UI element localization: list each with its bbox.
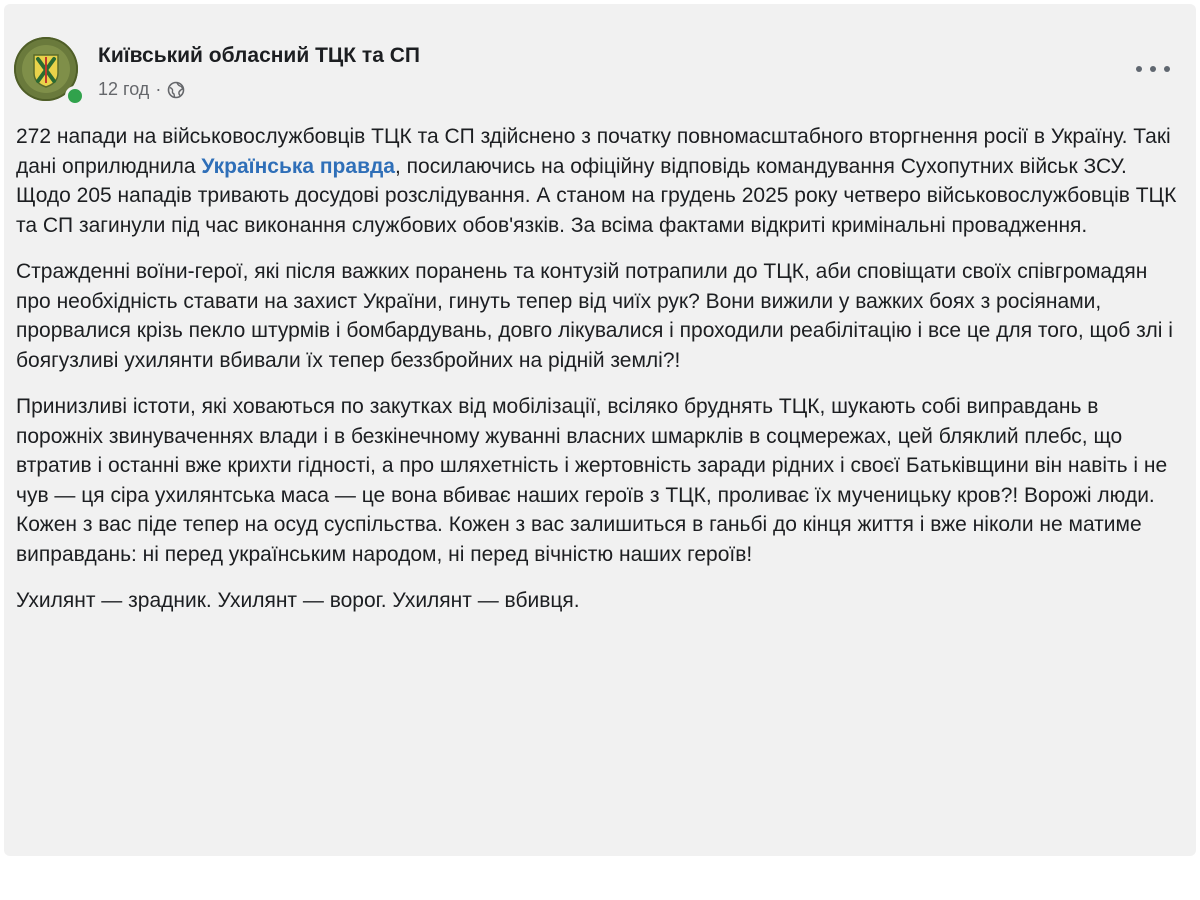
more-options-button[interactable] xyxy=(1136,59,1170,79)
post-paragraph-4: Ухилянт — зрадник. Ухилянт — ворог. Ухилянт — вбивця. xyxy=(16,589,580,612)
more-options-icon xyxy=(1136,66,1142,72)
post-time[interactable]: 12 год xyxy=(98,79,150,99)
ukrainska-pravda-link[interactable]: Українська правда xyxy=(201,154,395,178)
meta-separator: · xyxy=(155,79,162,99)
post-paragraph-2: Стражденні воїни-герої, які після важких поранень та контузій потрапили до ТЦК, аби сповіщати своїх співгромадян про необхідність ставати на захист України, гинуть тепер від чиїх рук? Вони вижили у важких боях з росіянами, прорвалися крізь пекло штурмів і бомбардувань, довго лікувалися і проходили реабілітацію і все це для того, щоб злі і боягузливі ухилянти вбивали їх тепер беззбройних на рідній землі?! xyxy=(16,260,1173,372)
post-text xyxy=(16,122,1186,633)
post-card xyxy=(4,4,1196,856)
paragraph-1-text-start: 272 напади на військовослужбовців ТЦК та СП здійснено з початку повномасштабного вторгнення росії в Україну. Такі дані оприлюднила xyxy=(16,125,1171,178)
post-header xyxy=(4,4,1196,114)
more-options-dot xyxy=(1164,66,1170,72)
page-name[interactable]: Київський обласний ТЦК та СП xyxy=(98,44,420,67)
more-options-dot xyxy=(1150,66,1156,72)
post-meta xyxy=(98,79,185,100)
globe-icon xyxy=(167,81,185,99)
paragraph-1-text-end: , посилаючись на офіційну відповідь командування Сухопутних військ ЗСУ. Щодо 205 нападів тривають досудові розслідування. А станом на грудень 2025 року четверо військовослужбовців ТЦК та СП загинули під час виконання службових обов'язків. За всіма фактами відкриті кримінальні провадження. xyxy=(16,154,1177,237)
online-status-dot xyxy=(65,86,85,106)
post-paragraph-1 xyxy=(16,122,1186,240)
post-paragraph-3: Принизливі істоти, які ховаються по закутках від мобілізації, всіляко бруднять ТЦК, шукають собі виправдань в порожніх звинуваченнях влади і в безкінечному жуванні власних шмарклів в соцмережах, цей бляклий плебс, що втратив і останні вже крихти гідності, а про шляхетність і жертовність заради рідних і своєї Батьківщини він навіть і не чув — ця сіра ухилянтська маса — це вона вбиває наших героїв з ТЦК, проливає їх мученицьку кров?! Ворожі люди. Кожен з вас піде тепер на осуд суспільства. Кожен з вас залишиться в ганьбі до кінця життя і вже ніколи не матиме виправдань: ні перед українським народом, ні перед вічністю наших героїв! xyxy=(16,395,1168,566)
